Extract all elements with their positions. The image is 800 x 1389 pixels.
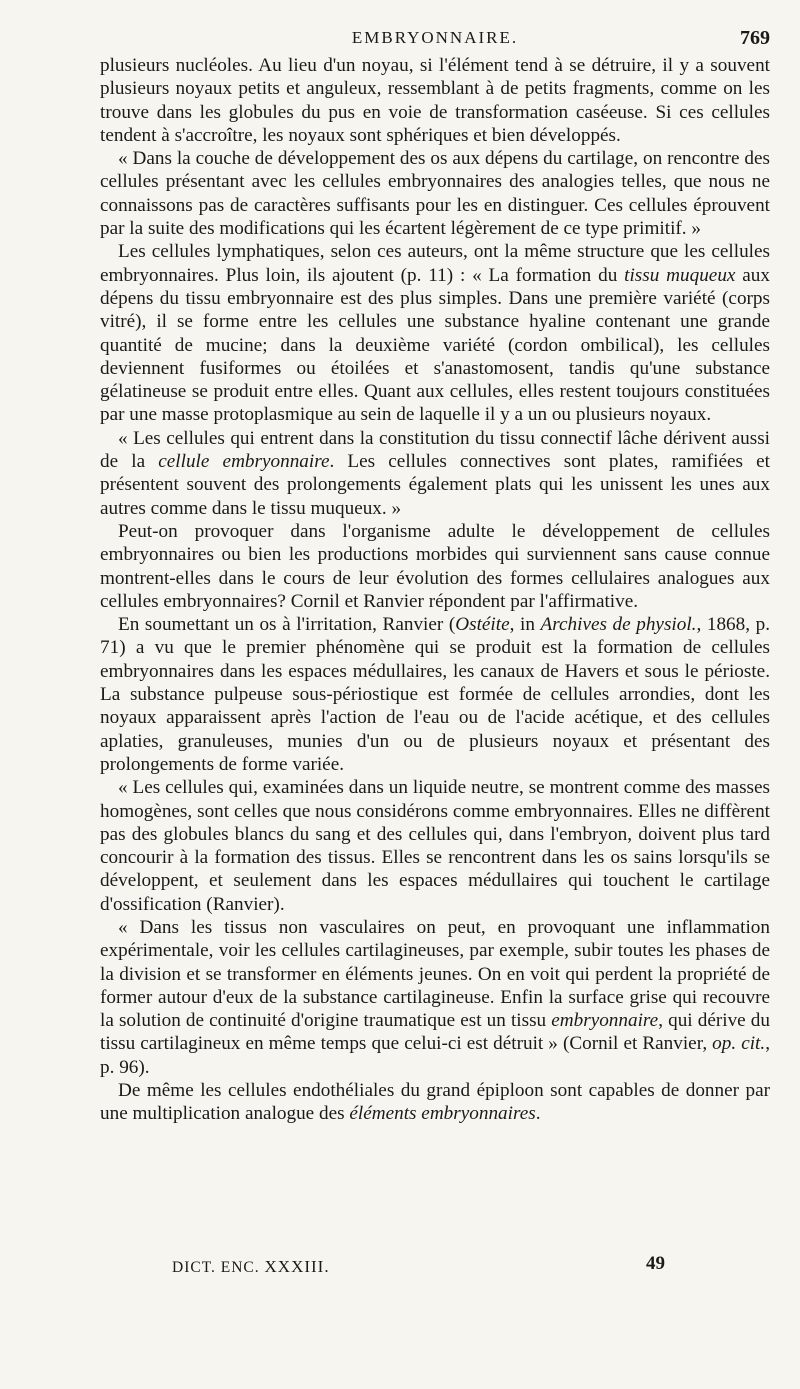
italic-text: éléments embryonnaires — [349, 1103, 536, 1125]
text-run: Peut-on provoquer dans l'organisme adulte le développement de cellules embryonnaires ou bien les productions morbides qui surviennent sans cause connue montrent-elles dans le cours de leur évolution des formes cellulaires analogues aux cellules embryonnaires? Cornil et Ranvier répondent par l'affirmative. — [100, 520, 770, 612]
paragraph — [100, 776, 770, 916]
paragraph — [100, 1079, 770, 1126]
running-head: EMBRYONNAIRE. — [351, 28, 519, 47]
italic-text: Archives de physiol. — [540, 614, 697, 636]
paragraph — [100, 427, 770, 520]
text-run: plusieurs nucléoles. Au lieu d'un noyau, si l'élément tend à se détruire, il y a souvent plusieurs noyaux petits et anguleux, ressemblant à de petits fragments, comme on les trouve dans les globules du pus en voie de transformation caséeuse. Si ces cellules tendent à s'accroître, les noyaux sont sphériques et bien développés. — [100, 55, 770, 146]
paragraph — [100, 613, 770, 776]
italic-text: cellule embryonnaire — [158, 451, 330, 473]
signature-volume: XXXIII. — [264, 1257, 330, 1276]
text-run: Les cellules lymphatiques, selon ces auteurs, ont la même structure que les cellules embryonnaires. Plus loin, ils ajoutent (p. 11) : « La formation du — [100, 241, 770, 286]
text-run: De même les cellules endothéliales du grand épiploon sont capables de donner par une multiplication analogue des — [100, 1080, 770, 1125]
body-text — [100, 54, 770, 1126]
text-run: « Dans la couche de développement des os aux dépens du cartilage, on rencontre des cellules présentant avec les cellules embryonnaires des analogies telles, que nous ne connaissons pas de caractères suffisants pour les en distinguer. Ces cellules éprouvent par la suite des modifications qui les écartent légèrement de ce type primitif. » — [100, 148, 770, 240]
text-run: . — [535, 1103, 541, 1125]
printer-signature — [172, 1257, 330, 1277]
italic-text: embryonnaire — [551, 1010, 659, 1032]
paragraph — [100, 54, 770, 147]
paragraph — [100, 147, 770, 240]
text-run: , 1868, p. 71) a vu que le premier phénomène qui se produit est la formation de cellules embryonnaires dans les espaces médullaires, les canaux de Havers et sous le périoste. La substance pulpeuse sous-périostique est formée de cellules arrondies, dont les noyaux apparaissent après l'action de l'eau ou de l'acide acétique, et des cellules aplaties, granuleuses, munies d'un ou de plusieurs noyaux et présentant des prolongements de forme variée. — [100, 614, 771, 775]
paragraph — [100, 520, 770, 613]
text-run: , in — [509, 614, 541, 636]
paragraph — [100, 916, 770, 1079]
text-run: , p. 96). — [100, 1033, 770, 1078]
text-run: En soumettant un os à l'irritation, Ranvier ( — [118, 614, 456, 636]
text-run: « Les cellules qui, examinées dans un liquide neutre, se montrent comme des masses homogènes, sont celles que nous considérons comme embryonnaires. Elles ne diffèrent pas des globules blancs du sang et des cellules qui, dans l'embryon, doivent plus tard concourir à la formation des tissus. Elles se rencontrent dans les os sains lorsqu'ils se développent, et seulement dans les espaces médullaires qui touchent le cartilage d'ossification (Ranvier). — [100, 777, 770, 915]
italic-text: Ostéite — [455, 614, 510, 636]
text-run: , qui dérive du tissu cartilagineux en même temps que celui-ci est détruit » (Cornil et Ranvier, — [100, 1010, 770, 1055]
italic-text: op. cit. — [712, 1033, 766, 1055]
text-run: « Dans les tissus non vasculaires on peut, en provoquant une inflammation expérimentale, voir les cellules cartilagineuses, par exemple, subir toutes les phases de la division et se transformer en éléments jeunes. On en voit qui perdent la propriété de former autour d'eux de la substance cartilagineuse. Enfin la surface grise qui recouvre la solution de continuité d'origine traumatique est un tissu — [100, 916, 770, 1032]
text-run: aux dépens du tissu embryonnaire est des plus simples. Dans une première variété (corps vitré), il se forme entre les cellules une substance hyaline contenant une grande quantité de mucine; dans la deuxième variété (cordon ombilical), les cellules deviennent fusiformes ou étoilées et s'anastomosent, tandis qu'une substance gélatineuse se produit entre elles. Quant aux cellules, elles restent toujours constituées par une masse protoplasmique au sein de laquelle il y a un ou plusieurs noyaux. — [100, 264, 770, 426]
signature-prefix: DICT. ENC. — [172, 1259, 260, 1276]
page-footer — [100, 1248, 770, 1278]
page — [100, 0, 770, 1389]
italic-text: tissu muqueux — [624, 264, 736, 286]
text-run: « Les cellules qui entrent dans la constitution du tissu connectif lâche dérivent aussi de la — [100, 427, 770, 473]
page-number: 769 — [740, 27, 770, 49]
page-header — [100, 0, 770, 54]
paragraph — [100, 240, 770, 426]
sheet-number: 49 — [646, 1253, 665, 1274]
text-run: . Les cellules connectives sont plates, ramifiées et présentent souvent des prolongements également plats qui les unissent les unes aux autres comme dans le tissu muqueux. » — [100, 451, 770, 519]
